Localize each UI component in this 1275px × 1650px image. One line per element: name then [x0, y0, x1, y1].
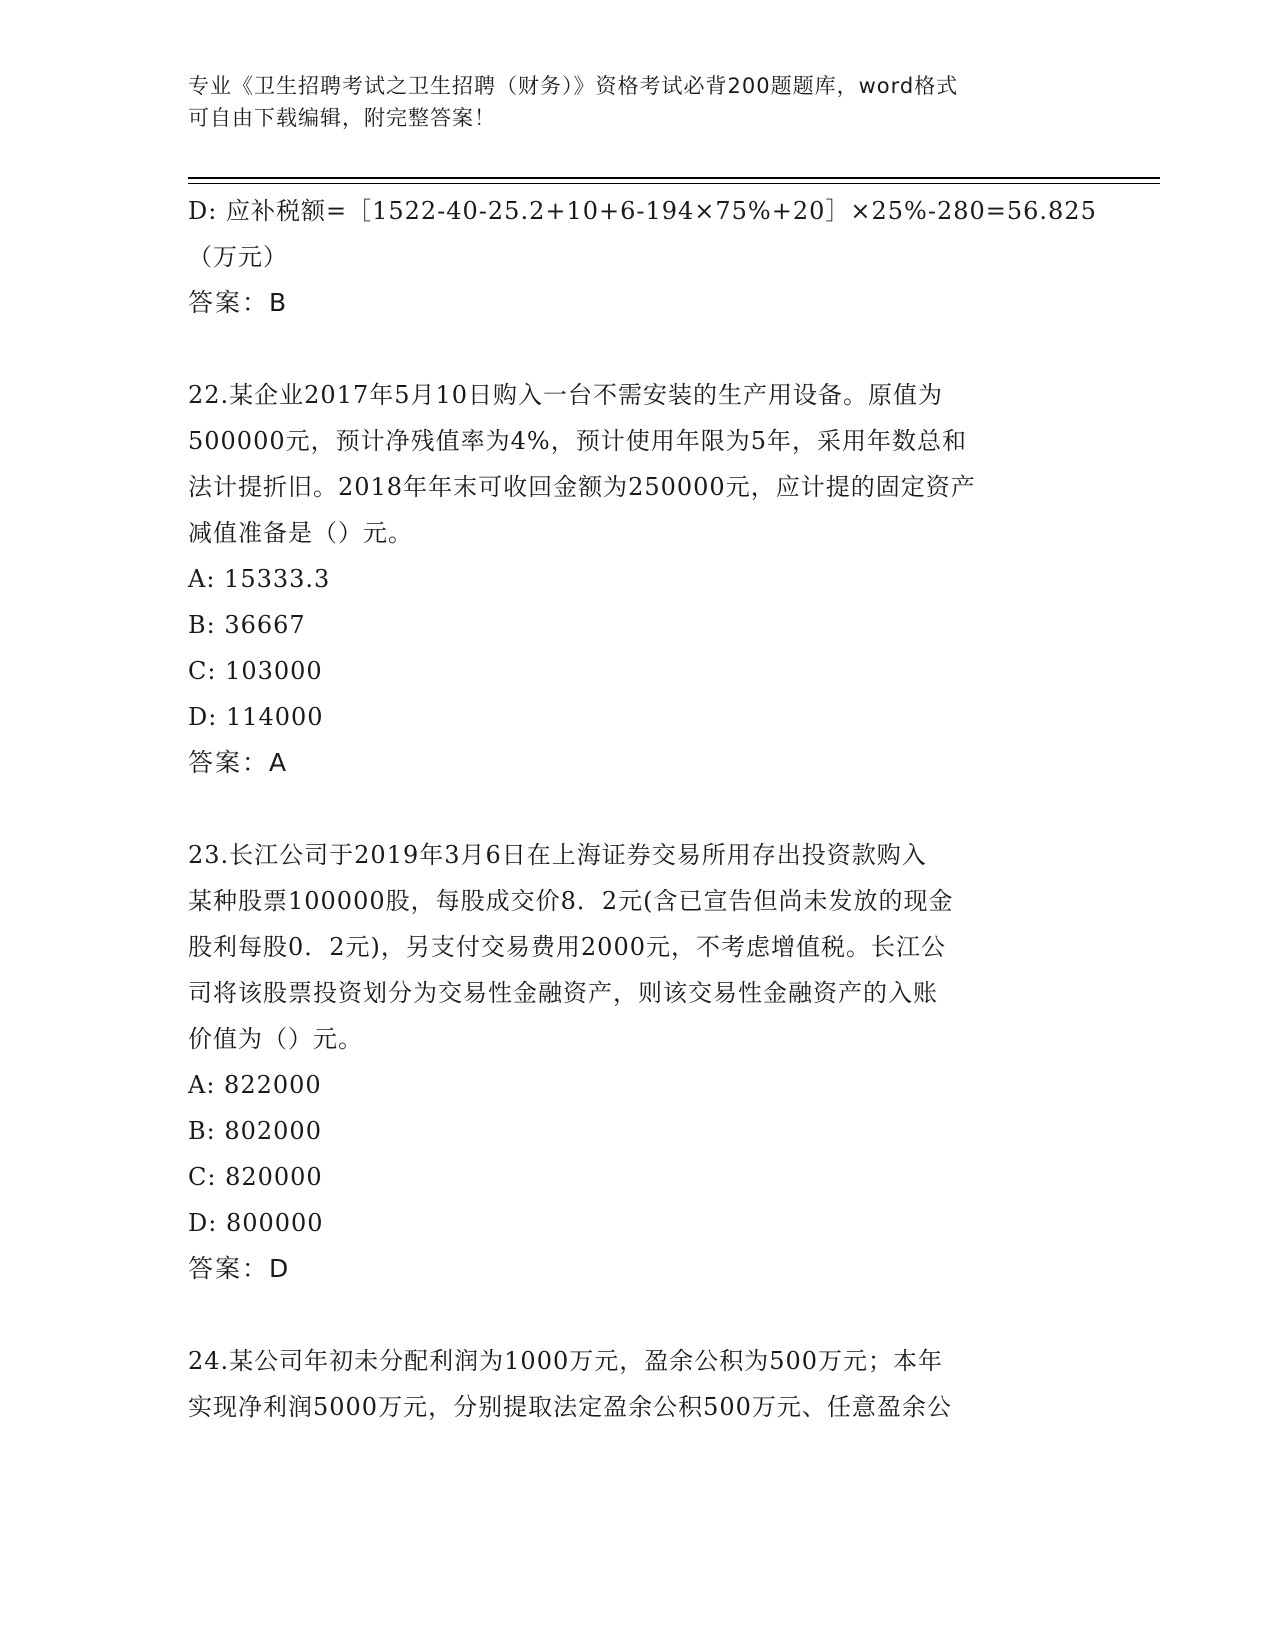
spacer: [188, 786, 1088, 832]
question-text-line: 24.某公司年初未分配利润为1000万元，盈余公积为500万元；本年: [188, 1347, 944, 1375]
question-content: [188, 188, 1097, 1430]
document-header: [188, 70, 1068, 134]
option-d: D: 800000: [188, 1209, 324, 1237]
question-text-line: 22.某企业2017年5月10日购入一台不需安装的生产用设备。原值为: [188, 381, 944, 409]
question-21-tail: [188, 188, 1097, 326]
question-text-line: 法计提折旧。2018年年末可收回金额为250000元，应计提的固定资产: [188, 473, 976, 501]
question-24: [188, 1338, 1088, 1430]
option-d: D: 应补税额=［1522-40-25.2+10+6-194×75%+20］×25%-280=56.825: [188, 197, 1097, 225]
spacer: [188, 1292, 1088, 1338]
question-text-line: 某种股票100000股，每股成交价8．2元(含已宣告但尚未发放的现金: [188, 887, 954, 915]
option-c: C: 820000: [188, 1163, 323, 1191]
option-d-continued: （万元）: [188, 243, 288, 271]
option-a: A: 15333.3: [188, 565, 331, 593]
option-a: A: 822000: [188, 1071, 322, 1099]
header-divider-thick: [188, 177, 1160, 179]
question-23: [188, 832, 1088, 1292]
question-text-line: 价值为（）元。: [188, 1025, 363, 1053]
question-text-line: 23.长江公司于2019年3月6日在上海证券交易所用存出投资款购入: [188, 841, 927, 869]
question-text-line: 减值准备是（）元。: [188, 519, 413, 547]
option-c: C: 103000: [188, 657, 323, 685]
answer-line: 答案：D: [188, 1254, 291, 1283]
question-text-line: 500000元，预计净残值率为4%，预计使用年限为5年，采用年数总和: [188, 427, 967, 455]
header-line-1: 专业《卫生招聘考试之卫生招聘（财务）》资格考试必背200题题库，word格式: [188, 74, 959, 98]
header-divider-thin: [188, 183, 1160, 184]
question-text-line: 司将该股票投资划分为交易性金融资产，则该交易性金融资产的入账: [188, 979, 938, 1007]
option-d: D: 114000: [188, 703, 324, 731]
question-text-line: 股利每股0．2元)，另支付交易费用2000元，不考虑增值税。长江公: [188, 933, 946, 961]
option-b: B: 802000: [188, 1117, 322, 1145]
header-line-2: 可自由下载编辑，附完整答案！: [188, 106, 496, 130]
question-text-line: 实现净利润5000万元，分别提取法定盈余公积500万元、任意盈余公: [188, 1393, 952, 1421]
question-22: [188, 372, 1088, 786]
spacer: [188, 326, 1088, 372]
answer-line: 答案：B: [188, 288, 289, 317]
answer-line: 答案：A: [188, 748, 289, 777]
option-b: B: 36667: [188, 611, 306, 639]
